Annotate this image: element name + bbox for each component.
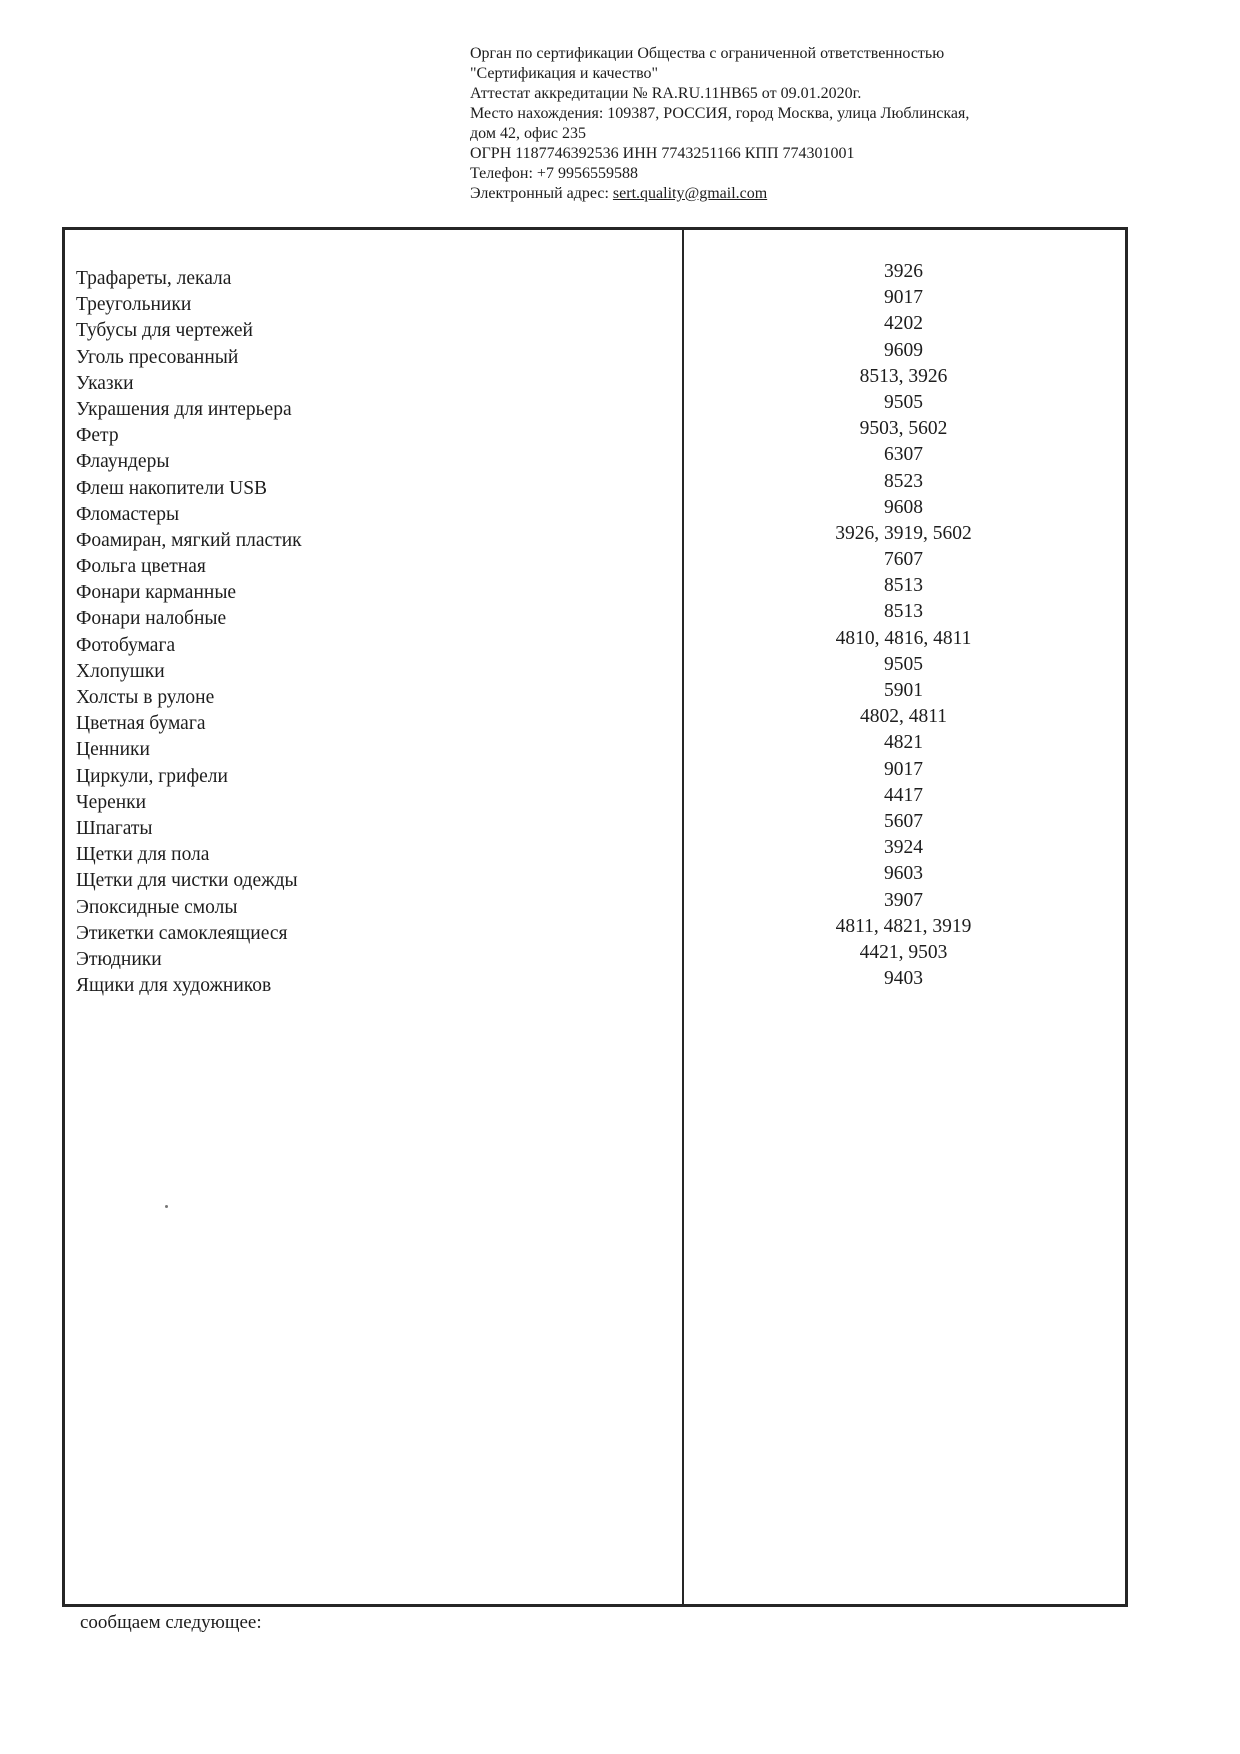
product-codes-cell: 4202 <box>884 313 923 335</box>
products-codes-table <box>62 227 1128 1607</box>
product-name-cell: Щетки для чистки одежды <box>76 870 298 892</box>
product-name-cell: Флаундеры <box>76 451 170 473</box>
product-name-cell: Уголь пресованный <box>76 346 239 368</box>
product-codes-cell: 9017 <box>884 758 923 780</box>
table-row <box>65 968 1125 999</box>
certification-body-header <box>470 44 1070 204</box>
product-codes-cell: 3907 <box>884 889 923 911</box>
product-name-cell: Ящики для художников <box>76 975 272 997</box>
product-name-cell: Фетр <box>76 425 119 447</box>
product-codes-cell: 4810, 4816, 4811 <box>835 627 972 649</box>
header-line: дом 42, офис 235 <box>470 125 586 142</box>
product-name-cell: Циркули, грифели <box>76 765 228 787</box>
product-codes-cell: 8513, 3926 <box>859 365 948 387</box>
product-codes-cell: 9603 <box>884 863 923 885</box>
product-name-cell: Флеш накопители USB <box>76 477 268 499</box>
product-name-cell: Треугольники <box>76 294 192 316</box>
product-name-cell: Фонари карманные <box>76 582 237 604</box>
product-codes-cell: 8513 <box>884 575 923 597</box>
product-codes-cell: 9503, 5602 <box>859 418 948 440</box>
header-line: ОГРН 1187746392536 ИНН 7743251166 КПП 774301001 <box>470 145 855 162</box>
header-line: Орган по сертификации Общества с ограниченной ответственностью <box>470 45 945 62</box>
product-codes-cell: 9505 <box>884 653 923 675</box>
email-label: Электронный адрес: <box>470 185 613 202</box>
product-name-cell: Холсты в рулоне <box>76 687 215 708</box>
product-name-cell: Щетки для пола <box>76 844 210 866</box>
header-email-line <box>470 184 1070 204</box>
product-codes-cell: 9403 <box>884 968 923 990</box>
product-codes-cell: 8513 <box>884 601 923 623</box>
product-name-cell: Фоамиран, мягкий пластик <box>76 529 302 551</box>
product-name-cell: Черенки <box>76 791 147 813</box>
header-line: Место нахождения: 109387, РОССИЯ, город Москва, улица Люблинская, <box>470 105 970 122</box>
product-codes-cell: 6307 <box>884 444 923 466</box>
product-name-cell: Фонари налобные <box>76 608 227 630</box>
product-codes-cell: 3926 <box>884 261 923 282</box>
product-name-cell: Указки <box>76 372 134 394</box>
product-name-cell: Эпоксидные смолы <box>76 896 238 918</box>
product-codes-cell: 4421, 9503 <box>859 941 948 963</box>
product-codes-cell: 5901 <box>884 680 923 701</box>
product-name-cell: Тубусы для чертежей <box>76 320 253 342</box>
product-name-cell: Хлопушки <box>76 660 165 682</box>
header-lines <box>470 44 1070 184</box>
product-codes-cell: 4821 <box>884 732 923 754</box>
header-line: Телефон: +7 9956559588 <box>470 165 638 182</box>
product-codes-cell: 9608 <box>884 496 923 518</box>
header-line: Аттестат аккредитации № RA.RU.11НВ65 от 09.01.2020г. <box>470 85 862 102</box>
product-name-cell: Фломастеры <box>76 503 180 525</box>
product-name-cell: Ценники <box>76 739 150 761</box>
footer-note: сообщаем следующее: <box>80 1612 262 1633</box>
product-name-cell: Этикетки самоклеящиеся <box>76 922 288 944</box>
product-codes-cell: 7607 <box>884 549 923 571</box>
product-codes-cell: 9609 <box>884 339 923 361</box>
product-codes-cell: 4417 <box>884 784 923 806</box>
scan-speck <box>165 1205 168 1208</box>
table-rows <box>65 261 1125 999</box>
product-name-cell: Этюдники <box>76 948 162 970</box>
product-name-cell: Цветная бумага <box>76 713 206 735</box>
product-name-cell: Шпагаты <box>76 817 153 839</box>
product-name-cell: Трафареты, лекала <box>76 268 232 289</box>
product-name-cell: Украшения для интерьера <box>76 398 292 420</box>
product-codes-cell: 5607 <box>884 810 923 832</box>
product-codes-cell: 3924 <box>884 837 923 859</box>
product-codes-cell: 4802, 4811 <box>859 706 948 728</box>
product-codes-cell: 4811, 4821, 3919 <box>835 915 972 937</box>
header-line: "Сертификация и качество" <box>470 65 659 82</box>
product-codes-cell: 9505 <box>884 391 923 413</box>
product-codes-cell: 9017 <box>884 287 923 309</box>
product-codes-cell: 8523 <box>884 470 923 492</box>
product-codes-cell: 3926, 3919, 5602 <box>835 522 972 544</box>
product-name-cell: Фольга цветная <box>76 556 206 578</box>
product-name-cell: Фотобумага <box>76 634 176 656</box>
email-address: sert.quality@gmail.com <box>612 185 768 202</box>
